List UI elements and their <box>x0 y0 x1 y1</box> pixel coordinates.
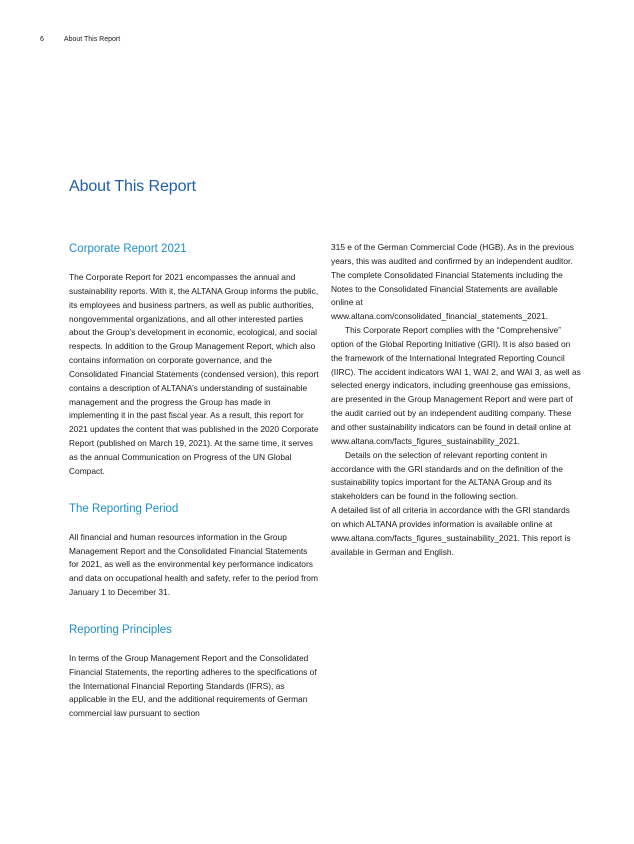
body-paragraph: This Corporate Report complies with the “Comprehensive” option of the Global Reporting Initiative (GRI). It is also based on the framework of the International Integrated Reporting Council (IIRC). The accident indicators WAI 1, WAI 2, and WAI 3, as well as selected energy indicators, including greenhouse gas emissions, are presented in the Group Management Report and were part of the audit carried out by an independent auditing company. These and other sustainability indicators can be found in detail online at www.altana.com/facts_figures_sustainability_2021. <box>331 325 581 446</box>
body-paragraph: 315 e of the German Commercial Code (HGB). As in the previous years, this was audited and confirmed by an independent auditor. The complete Consolidated Financial Statements including the Notes to the Consolidated Financial Statements are available online at www.altana.com/consolidated_financial_statements_2021. <box>331 242 574 322</box>
running-head-section: About This Report <box>63 36 121 43</box>
page-number: 6 <box>40 36 44 43</box>
section-reporting-period <box>69 501 319 600</box>
right-column <box>331 241 581 559</box>
section-heading: Reporting Principles <box>69 623 172 636</box>
body-paragraph: A detailed list of all criteria in accordance with the GRI standards on which ALTANA provides information is available online at www.altana.com/facts_figures_sustainability_2021. This report is available in German and English. <box>331 505 571 557</box>
page-title: About This Report <box>69 178 196 195</box>
body-paragraph: The Corporate Report for 2021 encompasses the annual and sustainability reports. With it, the ALTANA Group informs the public, its employees and business partners, as well as public authorities, nongovernmental organizations, and all other interested parties about the Group’s development in economic, ecological, and social respects. In addition to the Group Management Report, which also contains information on corporate governance, and the Consolidated Financial Statements (condensed version), this report contains a description of ALTANA’s understanding of sustainable management and the progress the Group has made in implementing it in the past fiscal year. As a result, this report for 2021 updates the content that was published in the 2020 Corporate Report (published on March 19, 2021). At the same time, it serves as the annual Communication on Progress of the UN Global Compact. <box>69 272 319 476</box>
body-paragraph: In terms of the Group Management Report and the Consolidated Financial Statements, the reporting adheres to the specifications of the International Financial Reporting Standards (IFRS), as applicable in the EU, and the additional requirements of German commercial law pursuant to section <box>69 652 317 719</box>
section-heading: Corporate Report 2021 <box>69 243 187 255</box>
body-paragraph: Details on the selection of relevant reporting content in accordance with the GRI standards and on the definition of the sustainability topics important for the ALTANA Group and its stakeholders can be found in the following section. <box>331 449 563 502</box>
body-paragraph: All financial and human resources information in the Group Management Report and the Consolidated Financial Statements for 2021, as well as the environmental key performance indicators and data on occupational health and safety, refer to the period from January 1 to December 31. <box>69 531 318 598</box>
section-corporate-report <box>69 241 319 479</box>
section-reporting-principles <box>69 622 319 721</box>
left-column <box>69 241 319 721</box>
running-head <box>40 36 120 43</box>
section-heading: The Reporting Period <box>69 502 179 515</box>
